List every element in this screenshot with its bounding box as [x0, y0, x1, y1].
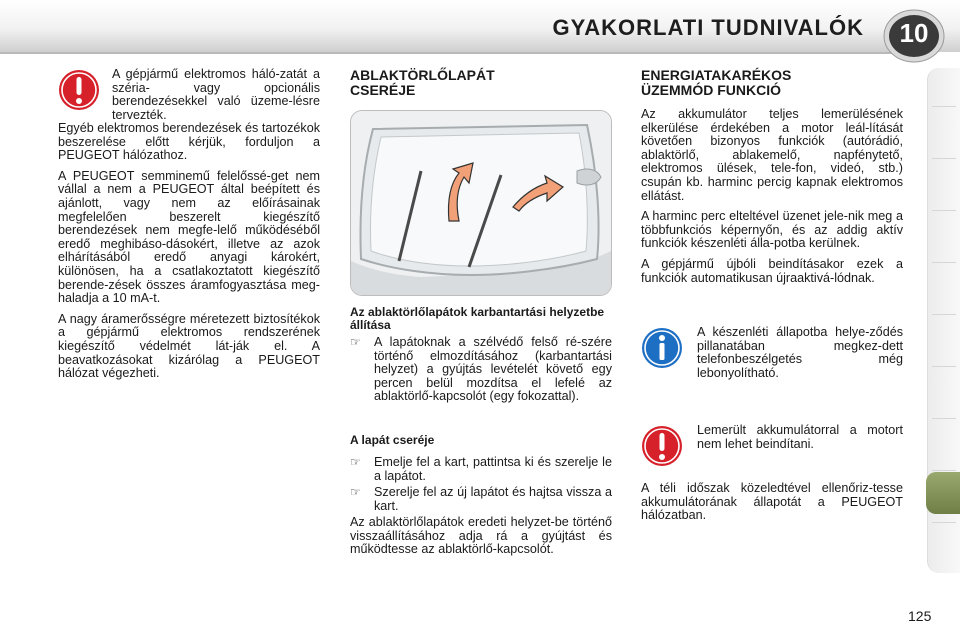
tab-divider — [932, 106, 956, 107]
subheading-maintenance-position: Az ablaktörlőlapátok karbantartási helyzetbe állítása — [350, 305, 605, 333]
section-title-line: CSERÉJE — [350, 82, 416, 98]
section-title-line: ÜZEMMÓD FUNKCIÓ — [641, 82, 781, 98]
tab-divider — [932, 262, 956, 263]
chapter-tab-active[interactable] — [926, 472, 960, 514]
subheading-blade-replacement: A lapát cseréje — [350, 433, 435, 447]
instruction-text: A lapátoknak a szélvédő felső ré-szére történő elmozdításához (karbantartási helyzet) a gyújtás levételét követő egy percen belül mozdítsa el lefelé az ablaktörlő-kapcsolót (egy fokozattal). — [374, 335, 612, 404]
tab-divider — [932, 158, 956, 159]
closing-paragraph: Az ablaktörlőlapátok eredeti helyzet-be történő visszaállításához adja rá a gyújtást és működtesse az ablaktörlő-kapcsolót. — [350, 515, 612, 557]
chapter-number: 10 — [899, 18, 929, 48]
section-title-energy-saving — [641, 68, 791, 98]
section-title-line: ENERGIATAKARÉKOS — [641, 67, 792, 83]
warning-note: Lemerült akkumulátorral a motort nem lehet beindítani. — [697, 423, 903, 451]
tab-divider — [932, 210, 956, 211]
paragraph: A nagy áramerősségre méretezett biztosítékok a gépjármű elektromos rendszerének kiegészítő védelmét lát-ják el. A beavatkozásokat kizárólag a PEUGEOT hálózat végezheti. — [58, 311, 320, 381]
chapter-badge — [882, 8, 946, 64]
pointing-hand-icon: ☞ — [350, 455, 361, 469]
tab-divider — [932, 470, 956, 471]
info-icon — [641, 326, 683, 370]
pointing-hand-icon: ☞ — [350, 485, 361, 499]
instruction-text: Emelje fel a kart, pattintsa ki és szerelje le a lapátot. — [374, 455, 612, 483]
chapter-title: GYAKORLATI TUDNIVALÓK — [552, 15, 864, 40]
header-divider — [0, 52, 900, 54]
paragraph: A gépjármű újbóli beindításakor ezek a funkciók automatikusan újraaktivá-lódnak. — [641, 256, 903, 285]
tab-divider — [932, 314, 956, 315]
info-note: A készenléti állapotba helye-ződés pillanatában megkez-dett telefonbeszélgetés még lebonyolítható. — [697, 325, 903, 380]
left-column — [58, 122, 320, 388]
section-title-line: ABLAKTÖRLŐLAPÁT — [350, 67, 495, 83]
tab-divider — [932, 418, 956, 419]
instruction-text: Szerelje fel az új lapátot és hajtsa vissza a kart. — [374, 485, 612, 513]
warning-exclamation-icon — [641, 424, 683, 468]
closing-paragraph: A téli időszak közeledtével ellenőriz-tesse akkumulátorának állapotát a PEUGEOT hálózatban. — [641, 481, 903, 523]
warning-note: A gépjármű elektromos háló-zatát a széria- vagy opcionális berendezésekkel való üzeme-lésre tervezték. — [112, 67, 320, 122]
warning-exclamation-icon — [58, 68, 100, 112]
instruction-bullet — [350, 486, 612, 513]
windscreen-wiper-illustration — [350, 110, 612, 296]
right-column — [641, 108, 903, 292]
pointing-hand-icon: ☞ — [350, 335, 361, 349]
tab-divider — [932, 366, 956, 367]
instruction-bullet — [350, 336, 612, 404]
page-number: 125 — [908, 608, 932, 624]
instruction-bullet — [350, 456, 612, 483]
paragraph: A PEUGEOT semminemű felelőssé-get nem vállal a nem a PEUGEOT által beépített és ajánlott, vagy nem az előírásainak megfelelően beszerelt kiegészítő berendezések nem megfe-lelő működéséből eredő meghibáso-dásokért, illetve az azok elhárításából eredő anyagi károkért, különösen, ha a csatlakoztatott kiegészítő berende-zések összes áramfogyasztása meg-haladja a 10 mA-t. — [58, 168, 320, 306]
section-title-wiper — [350, 68, 495, 98]
paragraph: Az akkumulátor teljes lemerülésének elkerülése érdekében a motor leál-lítását követően bizonyos funkciók (autórádió, ablaktörlő, ablakemelő, napfénytető, elektromos ülések, tele-fon, videó, stb.) csupán kb. harminc percig kapnak elektromos ellátást. — [641, 107, 903, 203]
paragraph: A harminc perc elteltével üzenet jele-nik meg a többfunkciós képernyőn, és az addig aktív funkciók készenléti álla-potba kerülnek. — [641, 209, 903, 251]
tab-divider — [932, 522, 956, 523]
paragraph: Egyéb elektromos berendezések és tartozékok beszerelése előtt kérjük, forduljon a PEUGEOT hálózathoz. — [58, 121, 320, 163]
